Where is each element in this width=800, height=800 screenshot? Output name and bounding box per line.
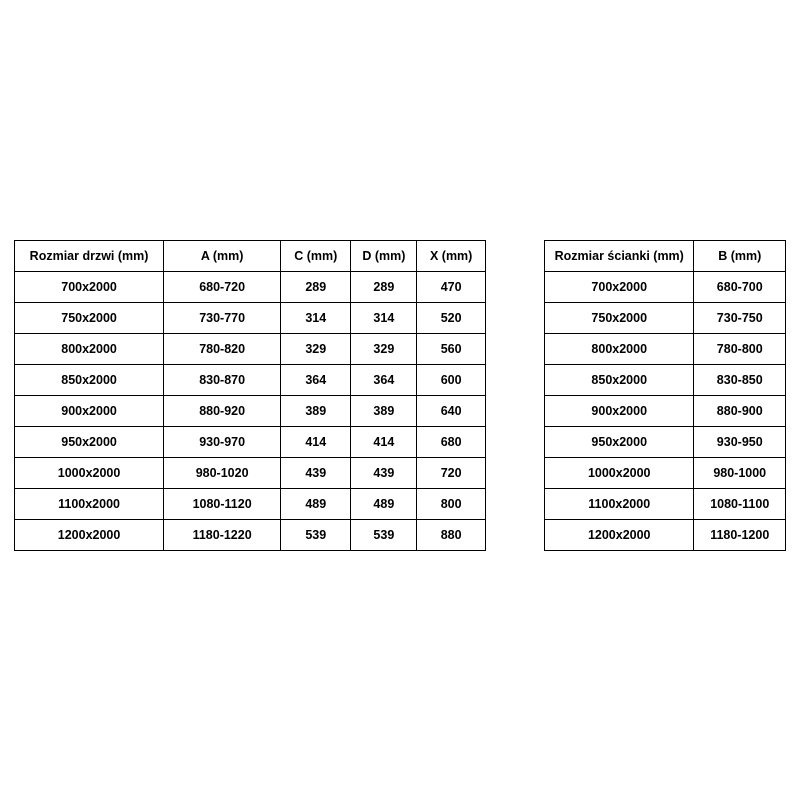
cell-a: 930-970 [164,427,281,458]
table-row [15,272,486,303]
table-row [545,427,786,458]
table-row [545,520,786,551]
cell-wall-size: 800x2000 [545,334,694,365]
cell-a: 730-770 [164,303,281,334]
cell-x: 560 [417,334,486,365]
cell-c: 314 [281,303,351,334]
cell-d: 314 [351,303,417,334]
table-header-row [15,241,486,272]
table-row [545,489,786,520]
cell-x: 680 [417,427,486,458]
table-row [15,303,486,334]
table-row [15,334,486,365]
cell-d: 414 [351,427,417,458]
cell-door-size: 800x2000 [15,334,164,365]
cell-d: 439 [351,458,417,489]
tables-container [14,240,786,551]
cell-a: 880-920 [164,396,281,427]
cell-a: 980-1020 [164,458,281,489]
cell-door-size: 700x2000 [15,272,164,303]
cell-door-size: 1000x2000 [15,458,164,489]
table-row [545,365,786,396]
table-row [545,272,786,303]
cell-a: 1180-1220 [164,520,281,551]
column-header-d: D (mm) [351,241,417,272]
table-row [15,489,486,520]
column-header-wall-size: Rozmiar ścianki (mm) [545,241,694,272]
cell-c: 439 [281,458,351,489]
walls-table-header [545,241,786,272]
table-row [15,458,486,489]
cell-d: 329 [351,334,417,365]
doors-dimensions-table [14,240,486,551]
table-row [545,396,786,427]
walls-dimensions-table [544,240,786,551]
cell-c: 539 [281,520,351,551]
table-row [545,334,786,365]
table-row [15,427,486,458]
cell-d: 389 [351,396,417,427]
cell-x: 520 [417,303,486,334]
cell-b: 730-750 [694,303,786,334]
cell-wall-size: 900x2000 [545,396,694,427]
column-header-door-size: Rozmiar drzwi (mm) [15,241,164,272]
column-header-a: A (mm) [164,241,281,272]
cell-x: 640 [417,396,486,427]
cell-x: 470 [417,272,486,303]
cell-wall-size: 950x2000 [545,427,694,458]
cell-d: 539 [351,520,417,551]
cell-c: 364 [281,365,351,396]
cell-d: 364 [351,365,417,396]
cell-d: 489 [351,489,417,520]
cell-door-size: 1100x2000 [15,489,164,520]
column-header-c: C (mm) [281,241,351,272]
table-row [15,520,486,551]
doors-table-header [15,241,486,272]
cell-b: 1180-1200 [694,520,786,551]
cell-c: 414 [281,427,351,458]
cell-c: 389 [281,396,351,427]
cell-wall-size: 1000x2000 [545,458,694,489]
cell-c: 329 [281,334,351,365]
table-row [545,303,786,334]
cell-b: 780-800 [694,334,786,365]
cell-wall-size: 1200x2000 [545,520,694,551]
cell-wall-size: 850x2000 [545,365,694,396]
column-header-x: X (mm) [417,241,486,272]
doors-table-body [15,272,486,551]
cell-b: 930-950 [694,427,786,458]
cell-b: 980-1000 [694,458,786,489]
cell-door-size: 1200x2000 [15,520,164,551]
cell-wall-size: 750x2000 [545,303,694,334]
table-header-row [545,241,786,272]
cell-d: 289 [351,272,417,303]
cell-wall-size: 1100x2000 [545,489,694,520]
cell-b: 880-900 [694,396,786,427]
cell-c: 489 [281,489,351,520]
cell-door-size: 950x2000 [15,427,164,458]
table-row [15,396,486,427]
cell-b: 1080-1100 [694,489,786,520]
cell-a: 780-820 [164,334,281,365]
cell-c: 289 [281,272,351,303]
cell-wall-size: 700x2000 [545,272,694,303]
cell-door-size: 900x2000 [15,396,164,427]
cell-x: 720 [417,458,486,489]
cell-door-size: 850x2000 [15,365,164,396]
table-row [15,365,486,396]
cell-b: 830-850 [694,365,786,396]
table-row [545,458,786,489]
cell-b: 680-700 [694,272,786,303]
cell-a: 1080-1120 [164,489,281,520]
cell-a: 830-870 [164,365,281,396]
cell-a: 680-720 [164,272,281,303]
cell-x: 880 [417,520,486,551]
cell-x: 800 [417,489,486,520]
column-header-b: B (mm) [694,241,786,272]
cell-x: 600 [417,365,486,396]
cell-door-size: 750x2000 [15,303,164,334]
walls-table-body [545,272,786,551]
